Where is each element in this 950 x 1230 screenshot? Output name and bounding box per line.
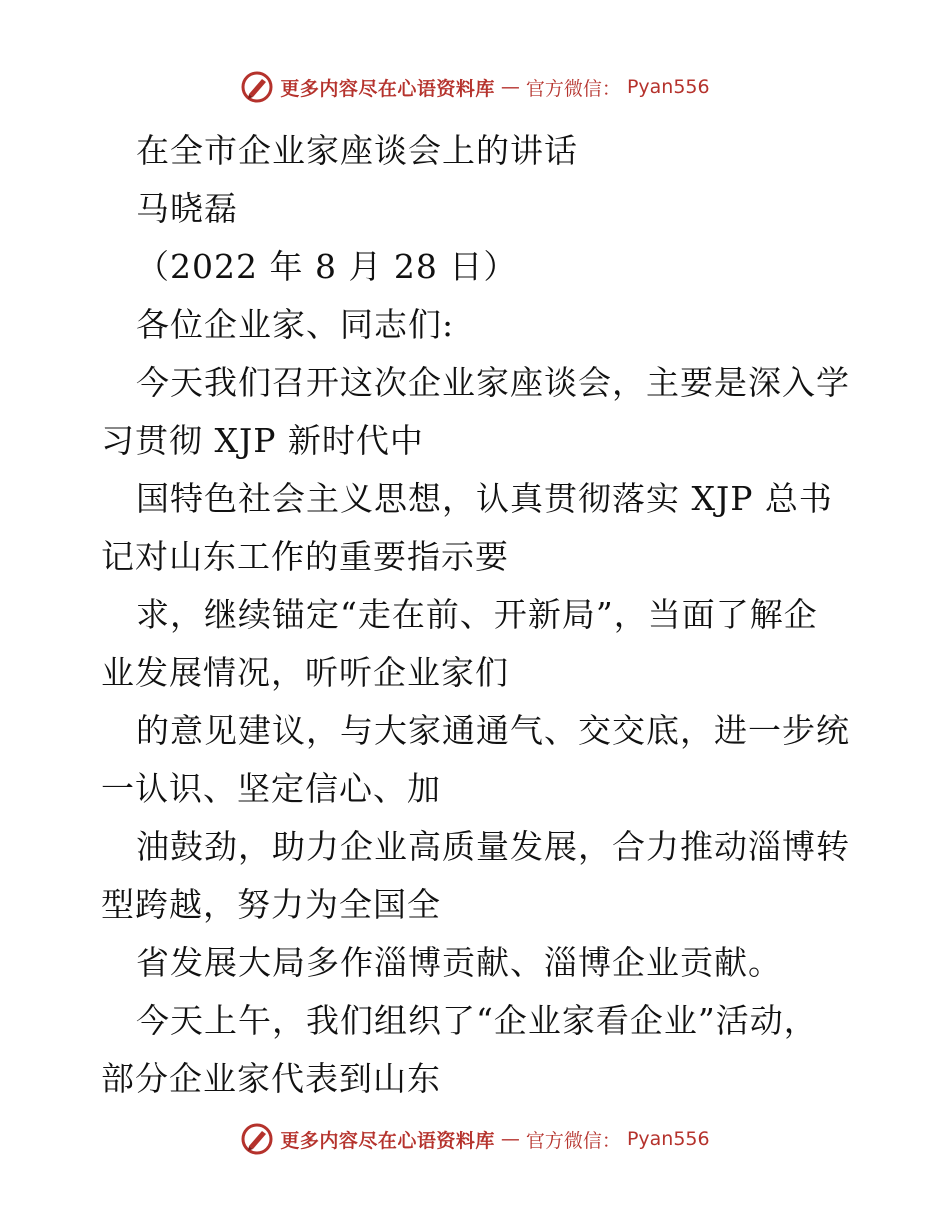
- paragraph-line: 一认识、坚定信心、加: [101, 769, 441, 808]
- watermark-text-sub: 官方微信：: [525, 1129, 621, 1152]
- paragraph-line: 国特色社会主义思想，认真贯彻落实 XJP 总书: [136, 479, 833, 518]
- paragraph-line: 型跨越，努力为全国全: [101, 885, 441, 924]
- paragraph-line: 习贯彻 XJP 新时代中: [101, 421, 424, 460]
- paragraph-line: 今天我们召开这次企业家座谈会，主要是深入学: [136, 363, 850, 402]
- document-author: 马晓磊: [136, 189, 238, 228]
- paragraph-line: 今天上午，我们组织了“企业家看企业”活动，: [136, 1001, 818, 1040]
- header-watermark: [0, 70, 950, 104]
- paragraph-line: 业发展情况，听听企业家们: [101, 653, 509, 692]
- document-date: （2022 年 8 月 28 日）: [136, 247, 518, 286]
- document-title: 在全市企业家座谈会上的讲话: [136, 131, 578, 170]
- paragraph-line: 省发展大局多作淄博贡献、淄博企业贡献。: [136, 943, 782, 982]
- document-body: [0, 122, 950, 1108]
- watermark-text-sub: 官方微信：: [525, 77, 621, 100]
- watermark-dash: —: [500, 76, 520, 98]
- document-greeting: 各位企业家、同志们:: [136, 305, 455, 344]
- paragraph-line: 油鼓劲，助力企业高质量发展，合力推动淄博转: [136, 827, 850, 866]
- paragraph-line: 部分企业家代表到山东: [101, 1059, 441, 1098]
- watermark-text-main: 更多内容尽在心语资料库: [280, 1129, 495, 1152]
- watermark-wechat-id: Pyan556: [626, 76, 710, 98]
- watermark-dash: —: [500, 1128, 520, 1150]
- pen-logo-icon: [240, 1122, 274, 1156]
- watermark-wechat-id: Pyan556: [626, 1128, 710, 1150]
- paragraph-line: 求，继续锚定“走在前、开新局”，当面了解企: [136, 595, 818, 634]
- watermark-text-main: 更多内容尽在心语资料库: [280, 77, 495, 100]
- paragraph-line: 的意见建议，与大家通通气、交交底，进一步统: [136, 711, 850, 750]
- pen-logo-icon: [240, 70, 274, 104]
- footer-watermark: [0, 1122, 950, 1156]
- paragraph-line: 记对山东工作的重要指示要: [101, 537, 509, 576]
